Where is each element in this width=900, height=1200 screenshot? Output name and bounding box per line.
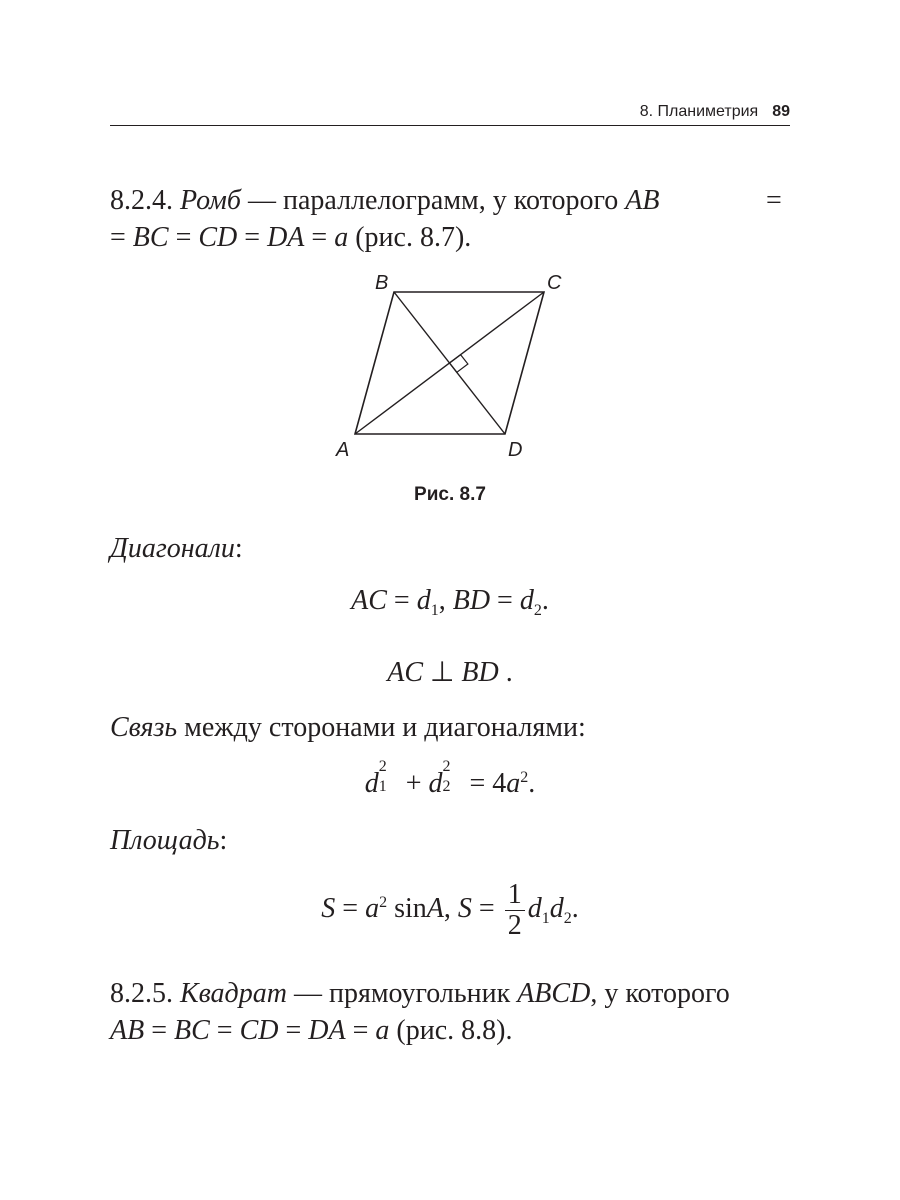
vertex-label-d: D [508,439,523,461]
equals-line-end: = [766,185,782,216]
term-rhombus: Ромб [180,185,241,216]
d: d [527,892,542,924]
bd: BD [452,585,491,616]
superscript-2: 2 [442,758,451,775]
rhombus-figure [320,262,580,467]
perpendicular-symbol: ⊥ [430,657,455,688]
figure-reference: (рис. 8.8). [396,1015,513,1046]
fraction-one-half [505,880,525,941]
vertex-label-b: B [375,272,389,294]
figure-reference: (рис. 8.7). [355,222,472,253]
segment-cd: CD [198,222,238,253]
denominator: 2 [507,910,522,941]
running-header [110,103,790,125]
subscript-1: 1 [541,909,550,927]
sub-sup-1 [378,758,399,795]
side-a: a [334,222,349,253]
a: a [506,768,521,799]
segment-ab: AB [110,1015,145,1046]
equals: = [216,1015,233,1046]
equals: = [469,768,486,799]
equals: = [352,1015,369,1046]
equals: = [478,892,495,924]
s: S [321,892,336,924]
segment-bc: BC [174,1015,210,1046]
d: d [416,585,431,616]
term-square: Квадрат [180,978,287,1009]
header-rule [110,125,790,126]
period: . [571,892,579,924]
formula-perpendicular [110,655,790,689]
colon: : [219,825,228,856]
period: . [541,585,549,616]
definition-text-2: , у которого [590,978,730,1009]
area-label: Площадь [110,825,220,856]
equals: = [110,222,126,253]
formula-area [110,880,790,941]
subscript-2: 2 [533,602,542,619]
paragraph-8-2-4-line2 [110,220,471,256]
page-number: 89 [772,103,790,120]
subscript-2: 2 [563,909,572,927]
ac: AC [351,585,387,616]
plus: + [405,768,422,799]
side-a: a [375,1015,390,1046]
a: a [365,892,380,924]
header-section: 8. Планиметрия [639,103,759,120]
equals: = [244,222,261,253]
superscript-2: 2 [379,893,388,911]
vertex-label-c: C [547,272,562,294]
item-number: 8.2.4. [110,185,173,216]
comma: , [438,585,446,616]
d: d [549,892,564,924]
dash: — [247,185,276,216]
sub-sup-2 [442,758,463,795]
period: . [528,768,536,799]
s: S [457,892,472,924]
paragraph-8-2-4-line1 [110,183,790,219]
equals: = [311,222,328,253]
subscript-1: 1 [430,602,439,619]
relation-heading [110,710,586,746]
area-heading [110,823,227,859]
diagonals-label: Диагонали [110,533,235,564]
period: . [505,657,513,688]
relation-label: Связь [110,712,178,743]
superscript-2: 2 [520,769,529,786]
equals: = [175,222,192,253]
equals: = [497,585,513,616]
subscript-2: 2 [442,778,451,795]
diagonals-heading [110,531,243,567]
angle-a: A [426,892,444,924]
right-angle-mark [450,355,468,373]
segment-da: DA [308,1015,346,1046]
vertex-label-a: A [336,439,350,461]
dash: — [293,978,322,1009]
figure-caption: Рис. 8.7 [414,484,486,505]
equals: = [393,585,410,616]
d: d [519,585,534,616]
colon: : [234,533,243,564]
equals: = [285,1015,302,1046]
relation-text: между сторонами и диагоналями: [184,712,586,743]
segment-ab: AB [625,185,660,216]
definition-text: параллелограмм, у которого [282,185,619,216]
segment-cd: CD [239,1015,279,1046]
d: d [428,768,443,799]
figure-abcd: ABCD [517,978,591,1009]
coefficient: 4 [492,768,507,799]
formula-diagonals [110,585,790,620]
numerator: 1 [505,880,525,911]
segment-da: DA [267,222,305,253]
paragraph-8-2-5-line2 [110,1013,512,1049]
bd: BD [461,657,499,688]
ac: AC [387,657,424,688]
formula-sides-diagonals [110,758,790,800]
d: d [364,768,379,799]
comma: , [443,892,451,924]
segment-bc: BC [132,222,169,253]
equals: = [342,892,359,924]
equals: = [151,1015,168,1046]
paragraph-8-2-5-line1 [110,976,730,1012]
subscript-1: 1 [378,778,387,795]
sin: sin [394,892,427,924]
definition-text: прямоугольник [328,978,511,1009]
item-number: 8.2.5. [110,978,173,1009]
superscript-2: 2 [378,758,387,775]
